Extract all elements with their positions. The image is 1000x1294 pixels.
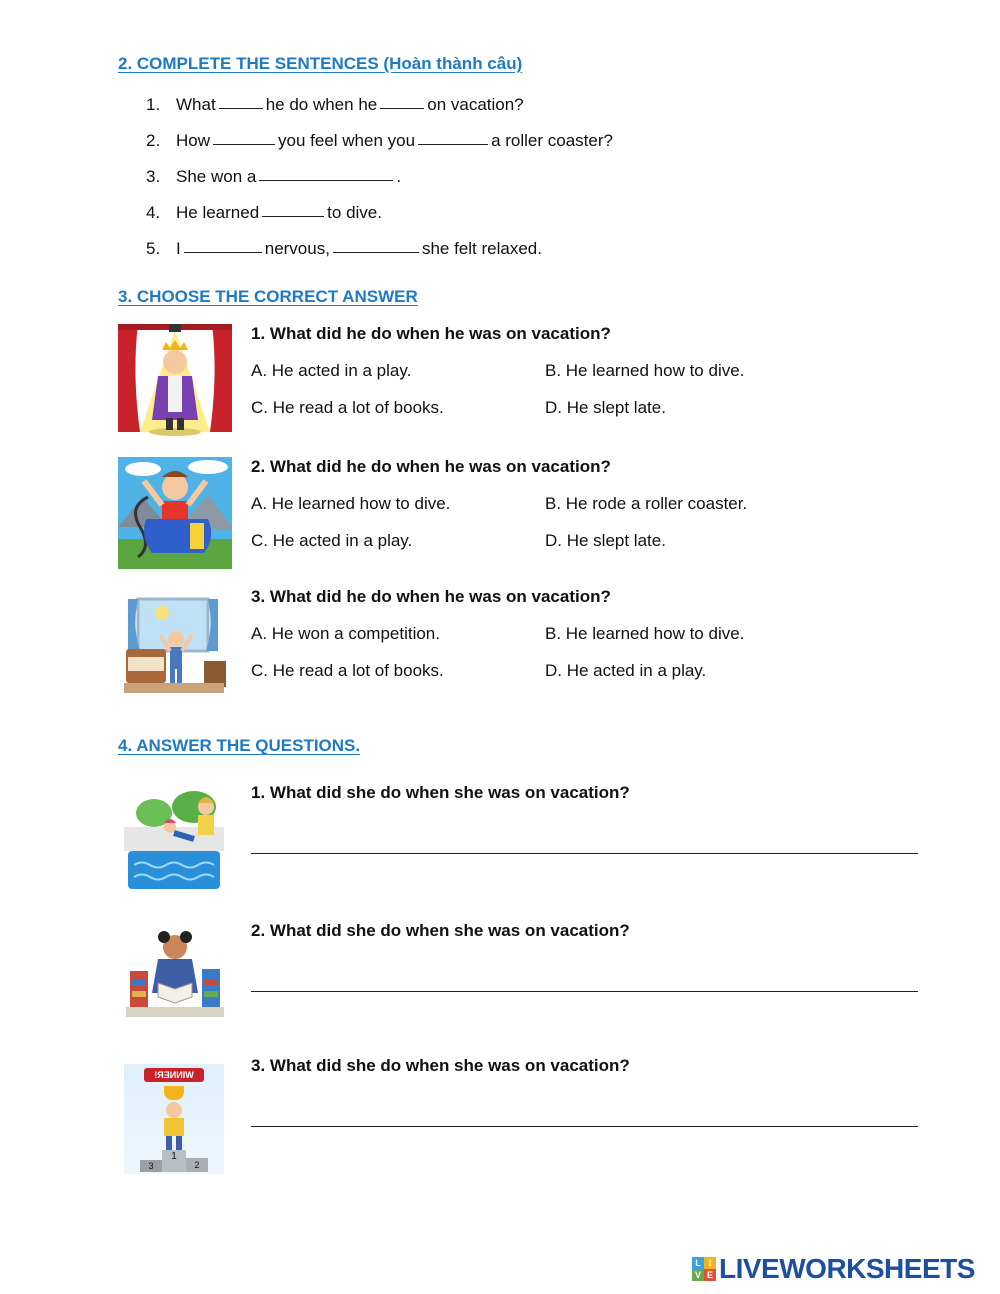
- option-c[interactable]: C. He read a lot of books.: [251, 661, 444, 680]
- blank-field[interactable]: [219, 94, 263, 109]
- section-3-heading: 3. CHOOSE THE CORRECT ANSWER: [118, 287, 418, 306]
- sentence-item: 4. He learned to dive.: [146, 203, 382, 222]
- liveworksheets-logo: [692, 1254, 975, 1284]
- section-4-heading: 4. ANSWER THE QUESTIONS.: [118, 736, 361, 755]
- swimming-pool-illustration: [124, 783, 224, 893]
- option-b[interactable]: B. He rode a roller coaster.: [545, 494, 748, 513]
- blank-field[interactable]: [184, 238, 262, 253]
- blank-field[interactable]: [259, 166, 393, 181]
- mcq-question-3: 3. What did he do when he was on vacation? A. He won a competition. B. He learned how to dive. C. He read a lot of books. D. He acted in a play.: [118, 587, 818, 702]
- mcq-question-1: 1. What did he do when he was on vacation? A. He acted in a play. B. He learned how to dive. C. He read a lot of books. D. He slept late.: [118, 324, 818, 439]
- blank-field[interactable]: [333, 238, 419, 253]
- blank-field[interactable]: [380, 94, 424, 109]
- option-d[interactable]: D. He slept late.: [545, 398, 666, 417]
- option-d[interactable]: D. He slept late.: [545, 531, 666, 550]
- podium-first: 1: [162, 1150, 186, 1172]
- bedroom-illustration: [118, 587, 232, 699]
- logo-mark-icon: L I V E: [692, 1257, 716, 1281]
- sentence-item: 5. I nervous, she felt relaxed.: [146, 239, 542, 258]
- option-b[interactable]: B. He learned how to dive.: [545, 361, 745, 380]
- answer-line[interactable]: [251, 1126, 918, 1127]
- open-question-3: WINNER! 3 1 2 3. What did she do when she was on vacation?: [118, 1056, 918, 1176]
- answer-line[interactable]: [251, 853, 918, 854]
- option-c[interactable]: C. He acted in a play.: [251, 531, 413, 550]
- option-c[interactable]: C. He read a lot of books.: [251, 398, 444, 417]
- option-a[interactable]: A. He won a competition.: [251, 624, 440, 643]
- option-b[interactable]: B. He learned how to dive.: [545, 624, 745, 643]
- trophy-icon: [164, 1086, 184, 1100]
- option-a[interactable]: A. He learned how to dive.: [251, 494, 451, 513]
- acting-play-illustration: [118, 324, 232, 436]
- option-a[interactable]: A. He acted in a play.: [251, 361, 412, 380]
- blank-field[interactable]: [418, 130, 488, 145]
- logo-text: LIVEWORKSHEETS: [719, 1253, 975, 1284]
- reading-books-illustration: [120, 921, 230, 1021]
- open-question-1: 1. What did she do when she was on vacation?: [118, 783, 918, 903]
- blank-field[interactable]: [262, 202, 324, 217]
- podium-second: 2: [186, 1158, 208, 1172]
- sentence-item: 1. What he do when he on vacation?: [146, 95, 524, 114]
- answer-line[interactable]: [251, 991, 918, 992]
- competition-winner-illustration: [124, 1064, 224, 1174]
- blank-field[interactable]: [213, 130, 275, 145]
- section-2-heading: 2. COMPLETE THE SENTENCES (Hoàn thành câu): [118, 54, 523, 73]
- option-d[interactable]: D. He acted in a play.: [545, 661, 707, 680]
- open-question-2: 2. What did she do when she was on vacation?: [118, 921, 918, 1041]
- mcq-question-2: 2. What did he do when he was on vacation? A. He learned how to dive. B. He rode a roller coaster. C. He acted in a play. D. He slept late.: [118, 457, 818, 572]
- podium-third: 3: [140, 1160, 162, 1172]
- roller-coaster-illustration: [118, 457, 232, 569]
- winner-banner: WINNER!: [144, 1068, 204, 1082]
- sentence-item: 2. How you feel when you a roller coaster?: [146, 131, 613, 150]
- sentence-list: [146, 94, 613, 274]
- sentence-item: 3. She won a .: [146, 167, 402, 186]
